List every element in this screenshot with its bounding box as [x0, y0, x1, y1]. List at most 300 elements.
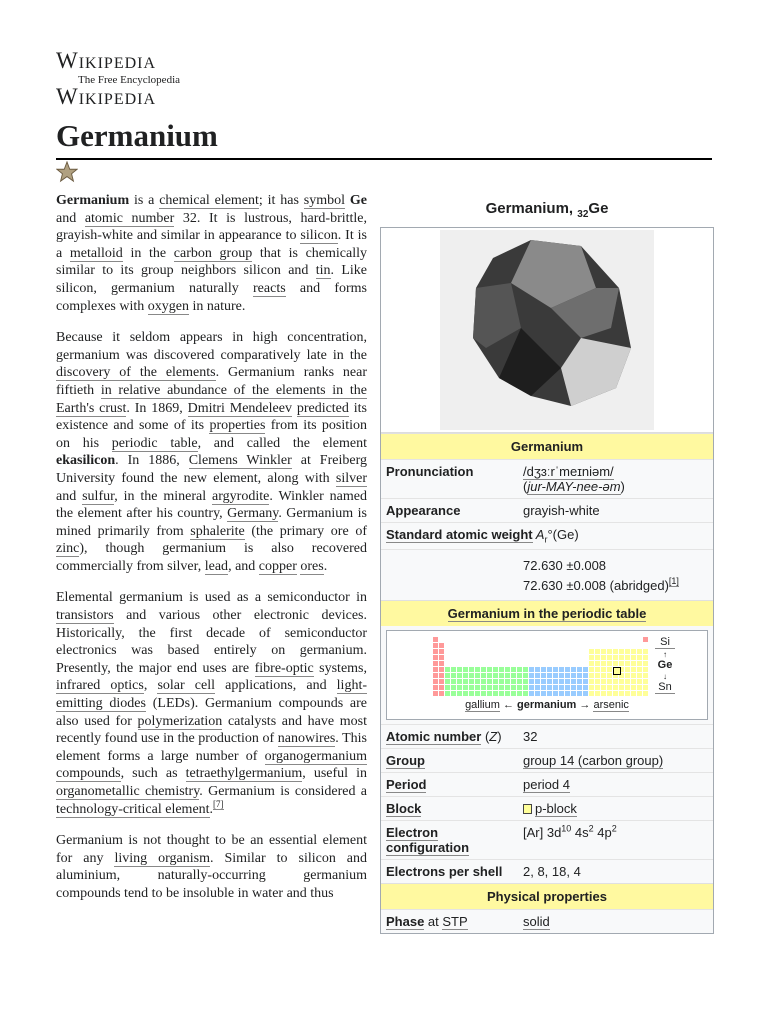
pt-cell: [439, 655, 444, 660]
pt-cell: [523, 673, 528, 678]
link-oxygen[interactable]: oxygen: [147, 298, 189, 314]
link-period-4[interactable]: period 4: [523, 776, 570, 792]
pt-cell: [511, 679, 516, 684]
link-electron-configuration[interactable]: Electron configuration: [386, 824, 470, 855]
link-phase[interactable]: Phase: [386, 913, 425, 929]
link-atomic-number-infobox[interactable]: Atomic number: [386, 728, 482, 744]
pt-cell: [601, 655, 606, 660]
infobox: [380, 227, 714, 934]
link-technology-critical[interactable]: technology-critical element: [56, 801, 210, 817]
pt-cell: [451, 685, 456, 690]
pt-cell: [493, 667, 498, 672]
pt-cell: [571, 679, 576, 684]
pt-cell: [589, 691, 594, 696]
pt-cell: [553, 685, 558, 690]
link-stp[interactable]: STP: [442, 913, 468, 929]
bold-ekasilicon: ekasilicon: [56, 453, 116, 469]
pt-cell: [505, 691, 510, 696]
link-si[interactable]: Si: [655, 637, 675, 649]
pt-cell: [433, 649, 438, 654]
pt-cell: [547, 667, 552, 672]
pt-cell: [481, 667, 486, 672]
pt-cell: [631, 679, 636, 684]
infobox-caption: Germanium, $_{32}$Ge: [485, 200, 609, 220]
link-transistors[interactable]: transistors: [56, 608, 114, 624]
pt-cell: [637, 655, 642, 660]
pt-cell: [583, 667, 588, 672]
pt-cell: [517, 679, 522, 684]
pt-cell: [517, 691, 522, 696]
pt-cell: [439, 679, 444, 684]
bold-term: Germanium: [56, 193, 130, 208]
pt-cell: [517, 685, 522, 690]
pt-cell: [535, 679, 540, 684]
pt-cell: [499, 667, 504, 672]
pt-cell: [439, 673, 444, 678]
pt-cell: [475, 685, 480, 690]
pt-cell: [457, 685, 462, 690]
pt-cell: [583, 673, 588, 678]
pt-cell: [643, 655, 648, 660]
pt-cell: [469, 667, 474, 672]
pt-cell: [607, 661, 612, 666]
pt-cell: [451, 667, 456, 672]
pt-cell: [589, 667, 594, 672]
bold-symbol: Ge: [349, 193, 367, 208]
pt-cell: [523, 685, 528, 690]
pt-cell: [631, 691, 636, 696]
link-periodic-table-header[interactable]: Germanium in the periodic table: [447, 605, 647, 621]
pt-cell: [451, 673, 456, 678]
pt-cell: [547, 685, 552, 690]
pt-cell: [505, 673, 510, 678]
link-ores[interactable]: ores: [300, 558, 324, 574]
pt-cell: [625, 667, 630, 672]
neighbors-row: gallium ← germanium → arsenic: [465, 698, 629, 711]
pt-cell: [553, 679, 558, 684]
pt-cell: [643, 637, 648, 642]
pt-cell: [499, 673, 504, 678]
pt-cell: [643, 673, 648, 678]
link-group-14[interactable]: group 14 (carbon group): [523, 752, 664, 768]
pt-cell: [511, 691, 516, 696]
pt-cell: [577, 685, 582, 690]
pt-cell: [457, 691, 462, 696]
pt-cell: [493, 691, 498, 696]
wordmark-top: Wikipedia: [56, 48, 157, 73]
pt-cell: [469, 685, 474, 690]
pt-cell: [643, 649, 648, 654]
pt-cell: [523, 691, 528, 696]
link-organogermanium[interactable]: organogermanium compounds: [56, 748, 367, 782]
link-sn[interactable]: Sn: [655, 682, 675, 694]
pt-cell: [535, 691, 540, 696]
pt-cell: [595, 691, 600, 696]
pt-cell: [565, 691, 570, 696]
pt-cell: [631, 673, 636, 678]
pt-cell: [595, 679, 600, 684]
pt-cell: [631, 661, 636, 666]
link-polymerization[interactable]: polymerization: [137, 713, 223, 729]
pt-cell: [571, 667, 576, 672]
pt-cell: [637, 667, 642, 672]
germanium-cell: [613, 667, 621, 675]
pt-cell: [475, 679, 480, 684]
pt-cell: [637, 649, 642, 654]
pt-cell: [499, 691, 504, 696]
pt-cell: [607, 691, 612, 696]
pt-cell: [559, 679, 564, 684]
pt-cell: [577, 667, 582, 672]
pt-cell: [601, 649, 606, 654]
header-germanium: Germanium: [381, 433, 713, 459]
link-p-block[interactable]: p-block: [535, 800, 577, 816]
pt-cell: [529, 667, 534, 672]
featured-star-icon: [56, 161, 78, 183]
pt-cell: [439, 667, 444, 672]
page-title: Germanium: [56, 118, 218, 153]
header-periodic-table: [381, 600, 713, 626]
pt-cell: [595, 685, 600, 690]
row-pronunciation: Pronunciation /dʒɜːrˈmeɪniəm/ (jur-MAY-nee-əm): [381, 459, 713, 498]
pt-cell: [547, 691, 552, 696]
pt-cell: [499, 679, 504, 684]
pt-cell: [607, 649, 612, 654]
pt-cell: [445, 679, 450, 684]
pt-cell: [577, 691, 582, 696]
pt-cell: [583, 691, 588, 696]
pt-cell: [475, 667, 480, 672]
header-physical-properties: Physical properties: [381, 883, 713, 909]
pt-cell: [511, 685, 516, 690]
link-metalloid[interactable]: metalloid: [69, 245, 123, 261]
pt-cell: [643, 661, 648, 666]
link-zinc[interactable]: zinc: [56, 541, 80, 557]
pt-cell: [457, 667, 462, 672]
pt-cell: [511, 673, 516, 678]
pt-cell: [523, 679, 528, 684]
pt-cell: [577, 673, 582, 678]
pt-cell: [433, 691, 438, 696]
pt-cell: [463, 673, 468, 678]
pt-cell: [487, 679, 492, 684]
pt-cell: [529, 691, 534, 696]
link-argyrodite[interactable]: argyrodite: [212, 488, 270, 504]
row-phase: Phase at STP solid: [381, 909, 713, 933]
pt-cell: [535, 667, 540, 672]
pt-cell: [433, 667, 438, 672]
link-sulfur[interactable]: sulfur: [82, 488, 115, 504]
pt-cell: [607, 655, 612, 660]
pt-cell: [559, 685, 564, 690]
pt-cell: [439, 649, 444, 654]
pt-cell: [481, 679, 486, 684]
pt-cell: [445, 691, 450, 696]
row-atomic-number: Atomic number (Z) 32: [381, 724, 713, 748]
pt-cell: [637, 685, 642, 690]
neighbors: Si ↑ Ge ↓ Sn: [655, 637, 675, 694]
pt-cell: [565, 673, 570, 678]
wordmark-bottom: Wikipedia: [56, 84, 157, 109]
pt-cell: [451, 691, 456, 696]
pt-cell: [595, 649, 600, 654]
link-group[interactable]: Group: [386, 752, 425, 768]
pt-cell: [601, 661, 606, 666]
pt-cell: [529, 673, 534, 678]
pt-cell: [565, 685, 570, 690]
pt-cell: [607, 685, 612, 690]
paragraph-3: Elemental germanium is used as a semiconductor in transistors and various other electronic devices. Historically, the first decade of semiconductor electronics was based entirely on germanium. Presently, the major end uses are fibre-optic systems, infrared optics, solar cell applications, and light-emitting diodes (LEDs). Germanium compounds are also used for polymerization catalysts and have most recently found use in the production of nanowires. This element forms a large number of organogermanium compounds, such as tetraethylgermanium, useful in organometallic chemistry. Germanium is considered a technology-critical element.[7]: [56, 590, 368, 817]
pt-cell: [631, 685, 636, 690]
paragraph-4: Germanium is not thought to be an essential element for any living organism. Similar to silicon and aluminium, naturally-occurring germanium compounds tend to be insoluble in water and thus: [56, 833, 368, 901]
pt-cell: [463, 667, 468, 672]
pt-cell: [625, 661, 630, 666]
link-reacts[interactable]: reacts: [253, 280, 286, 296]
pt-cell: [493, 679, 498, 684]
pt-cell: [505, 667, 510, 672]
pt-cell: [589, 655, 594, 660]
link-period[interactable]: Period: [386, 776, 427, 792]
link-solid[interactable]: solid: [523, 913, 550, 929]
article-body: [56, 192, 367, 917]
row-electron-configuration: Electron configuration [Ar] $3d^{10}$ $4s^2$ $4p^2$: [381, 820, 713, 859]
pt-cell: [601, 679, 606, 684]
ref-7[interactable]: [7]: [213, 798, 224, 809]
pt-cell: [463, 691, 468, 696]
link-standard-atomic-weight[interactable]: Standard atomic weight: [386, 527, 533, 542]
pt-cell: [481, 673, 486, 678]
pt-cell: [643, 679, 648, 684]
pt-cell: [583, 685, 588, 690]
pt-cell: [601, 685, 606, 690]
pt-cell: [637, 679, 642, 684]
pt-cell: [601, 673, 606, 678]
link-infrared-optics[interactable]: infrared optics: [56, 678, 144, 694]
pt-cell: [637, 661, 642, 666]
pt-cell: [589, 673, 594, 678]
row-electrons-per-shell: Electrons per shell 2, 8, 18, 4: [381, 859, 713, 883]
germanium-chunk-image: [381, 228, 711, 432]
link-atomic-number[interactable]: atomic number: [84, 210, 175, 226]
pt-cell: [643, 685, 648, 690]
pt-cell: [445, 673, 450, 678]
link-periodic-table[interactable]: periodic table: [111, 435, 198, 451]
link-arsenic[interactable]: arsenic: [593, 698, 629, 711]
pt-cell: [547, 673, 552, 678]
link-mendeleev[interactable]: Dmitri Mendeleev: [187, 400, 292, 416]
pt-cell: [589, 685, 594, 690]
link-leds[interactable]: light-emitting diodes: [56, 678, 368, 712]
row-appearance: Appearance grayish-white: [381, 498, 713, 522]
pt-cell: [493, 685, 498, 690]
pt-cell: [625, 685, 630, 690]
link-winkler[interactable]: Clemens Winkler: [188, 453, 292, 469]
pt-cell: [589, 679, 594, 684]
pt-cell: [529, 679, 534, 684]
pt-cell: [625, 649, 630, 654]
pt-cell: [607, 679, 612, 684]
periodic-grid: [433, 637, 653, 697]
pt-cell: [553, 691, 558, 696]
pt-cell: [445, 685, 450, 690]
link-chemical-element[interactable]: chemical element: [159, 193, 259, 208]
ref-1[interactable]: [1]: [668, 576, 679, 587]
pt-cell: [433, 673, 438, 678]
pt-cell: [439, 661, 444, 666]
link-silicon[interactable]: silicon: [300, 228, 338, 244]
link-organometallic[interactable]: organometallic chemistry: [56, 784, 200, 799]
link-gallium[interactable]: gallium: [465, 698, 500, 711]
ipa-link[interactable]: /dʒɜːrˈmeɪniəm/: [523, 464, 614, 479]
pt-cell: [625, 679, 630, 684]
pt-cell: [571, 691, 576, 696]
pt-cell: [439, 691, 444, 696]
link-nanowires[interactable]: nanowires: [277, 731, 336, 747]
pt-cell: [439, 643, 444, 648]
pt-cell: [457, 679, 462, 684]
pt-cell: [553, 667, 558, 672]
link-tin[interactable]: tin: [315, 263, 331, 279]
pt-cell: [637, 673, 642, 678]
pt-cell: [541, 667, 546, 672]
pt-cell: [487, 691, 492, 696]
pt-cell: [463, 685, 468, 690]
link-fibre-optic[interactable]: fibre-optic: [254, 660, 314, 676]
pt-cell: [493, 673, 498, 678]
pt-cell: [559, 673, 564, 678]
pt-cell: [553, 673, 558, 678]
link-living-organism[interactable]: living organism: [114, 850, 210, 866]
pt-cell: [469, 679, 474, 684]
link-carbon-group[interactable]: carbon group: [173, 245, 253, 261]
pt-cell: [577, 679, 582, 684]
pt-cell: [505, 685, 510, 690]
pt-cell: [463, 679, 468, 684]
pt-cell: [445, 667, 450, 672]
pt-cell: [475, 673, 480, 678]
title-divider: [56, 158, 712, 160]
pt-cell: [457, 673, 462, 678]
pt-cell: [469, 691, 474, 696]
pt-cell: [559, 691, 564, 696]
pt-cell: [481, 691, 486, 696]
link-sphalerite[interactable]: sphalerite: [190, 523, 245, 539]
pt-cell: [625, 673, 630, 678]
pt-cell: [643, 691, 648, 696]
link-abundance[interactable]: in relative abundance of the elements in the Earth's crust: [56, 382, 367, 416]
pt-cell: [433, 643, 438, 648]
pt-cell: [541, 673, 546, 678]
pt-cell: [601, 667, 606, 672]
link-copper[interactable]: copper: [258, 558, 297, 574]
pt-cell: [535, 685, 540, 690]
pt-cell: [583, 679, 588, 684]
pt-cell: [643, 667, 648, 672]
link-lead[interactable]: lead: [204, 558, 229, 574]
pt-cell: [595, 667, 600, 672]
pt-cell: [613, 655, 618, 660]
pt-cell: [541, 691, 546, 696]
pt-cell: [613, 691, 618, 696]
link-predicted[interactable]: predicted: [296, 400, 349, 416]
pt-cell: [535, 673, 540, 678]
pt-cell: [625, 691, 630, 696]
pt-cell: [487, 673, 492, 678]
pt-cell: [529, 685, 534, 690]
wikipedia-logo[interactable]: [56, 48, 256, 108]
row-group: [381, 748, 713, 772]
pt-cell: [637, 691, 642, 696]
tagline: The Free Encyclopedia: [78, 74, 181, 86]
periodic-table-mini[interactable]: [386, 630, 708, 720]
pt-cell: [613, 685, 618, 690]
row-block: [381, 796, 713, 820]
pt-cell: [547, 679, 552, 684]
pt-cell: [565, 667, 570, 672]
pt-cell: [433, 661, 438, 666]
pt-cell: [625, 655, 630, 660]
pt-cell: [517, 673, 522, 678]
respell-link[interactable]: jur-MAY-nee-əm: [527, 479, 621, 494]
pt-cell: [619, 655, 624, 660]
link-properties[interactable]: properties: [209, 418, 266, 434]
pt-cell: [619, 649, 624, 654]
pt-cell: [439, 685, 444, 690]
pt-cell: [595, 661, 600, 666]
pt-cell: [601, 691, 606, 696]
pt-cell: [607, 667, 612, 672]
paragraph-1: Germanium is a chemical element; it has symbol Ge and atomic number 32. It is lustrous, hard-brittle, grayish-white and similar in appearance to silicon. It is a metalloid in the carbon group that is chemically similar to its group neighbors silicon and tin. Like silicon, germanium naturally reacts and forms complexes with oxygen in nature.: [56, 193, 368, 314]
pt-cell: [589, 661, 594, 666]
pt-cell: [613, 661, 618, 666]
pt-cell: [433, 685, 438, 690]
link-silver[interactable]: silver: [335, 470, 367, 486]
pt-cell: [517, 667, 522, 672]
pt-cell: [523, 667, 528, 672]
pt-cell: [565, 679, 570, 684]
pt-cell: [589, 649, 594, 654]
pt-cell: [619, 661, 624, 666]
link-germany[interactable]: Germany: [227, 506, 279, 522]
pt-cell: [595, 673, 600, 678]
pt-cell: [571, 673, 576, 678]
link-tetraethylgermanium[interactable]: tetraethylgermanium: [185, 766, 303, 782]
pt-cell: [631, 667, 636, 672]
pt-cell: [481, 685, 486, 690]
pt-cell: [619, 685, 624, 690]
link-symbol[interactable]: symbol: [303, 193, 346, 208]
pt-cell: [499, 685, 504, 690]
pt-cell: [607, 673, 612, 678]
pt-cell: [433, 655, 438, 660]
pt-cell: [487, 685, 492, 690]
pt-cell: [613, 679, 618, 684]
row-saw-values: 72.630 ±0.008 72.630 ±0.008 (abridged)[1]: [381, 549, 713, 600]
pt-cell: [571, 685, 576, 690]
paragraph-2: Because it seldom appears in high concentration, germanium was discovered comparatively late in the discovery of the elements. Germanium ranks near fiftieth in relative abundance of the elements in the Earth's crust. In 1869, Dmitri Mendeleev predicted its existence and some of its properties from its position on his periodic table, and called the element ekasilicon. In 1886, Clemens Winkler at Freiberg University found the new element, along with silver and sulfur, in the mineral argyrodite. Winkler named the element after his country, Germany. Germanium is mined primarily from sphalerite (the primary ore of zinc), though germanium is also recovered commercially from silver, lead, and copper ores.: [56, 330, 367, 574]
link-solar-cell[interactable]: solar cell: [157, 678, 215, 694]
pt-cell: [511, 667, 516, 672]
pt-cell: [469, 673, 474, 678]
row-standard-atomic-weight: Standard atomic weight $A_r^\circ(Ge)$: [381, 522, 713, 549]
link-discovery[interactable]: discovery of the elements: [56, 365, 216, 381]
pt-cell: [541, 679, 546, 684]
pt-cell: [631, 649, 636, 654]
pt-cell: [541, 685, 546, 690]
pt-cell: [619, 691, 624, 696]
germanium-photo[interactable]: [381, 228, 713, 433]
link-block[interactable]: Block: [386, 800, 422, 816]
